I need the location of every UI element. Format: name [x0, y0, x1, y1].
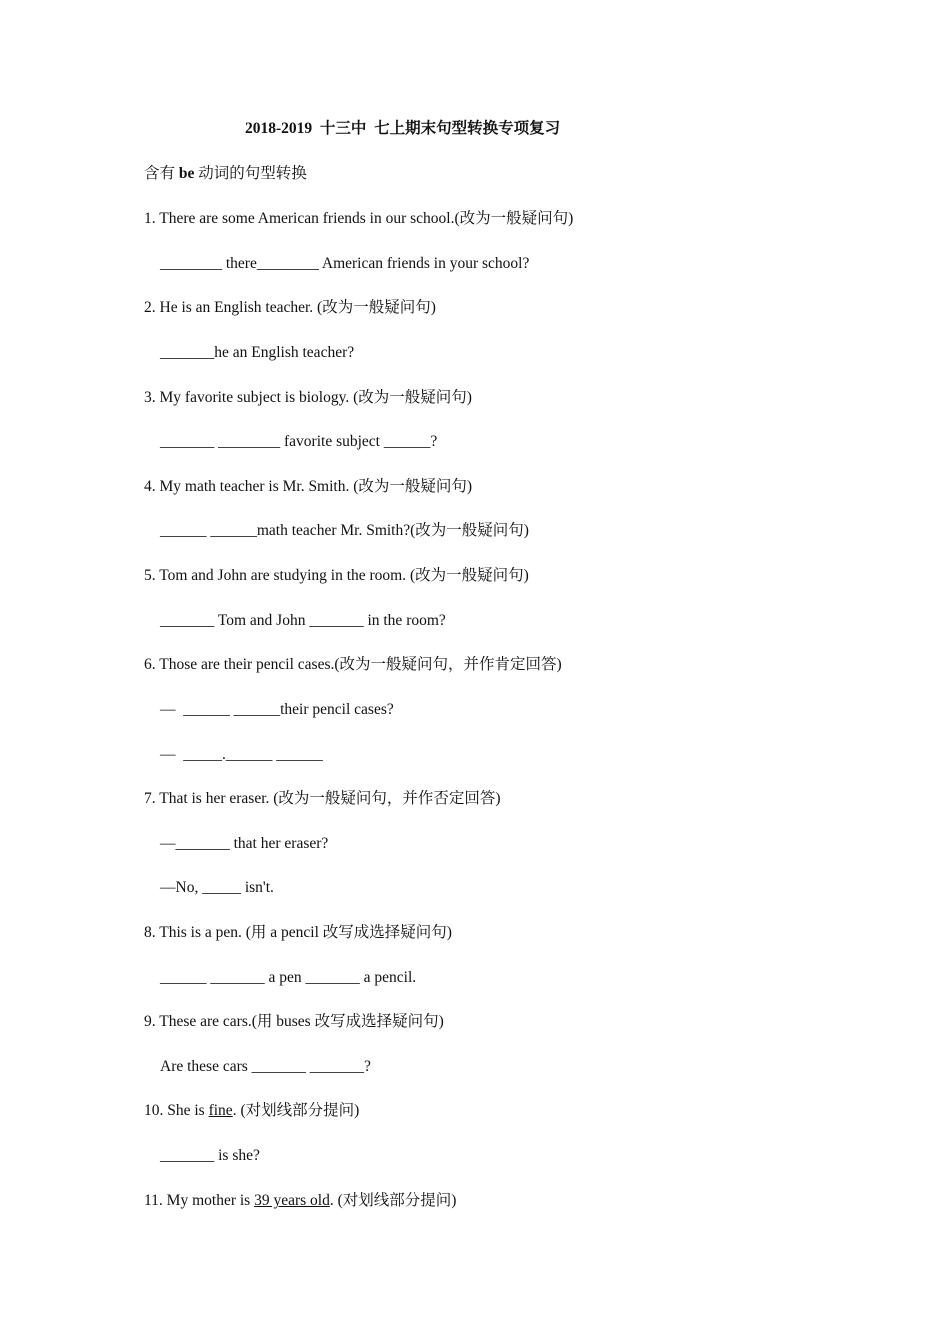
question-10-underlined: fine — [208, 1102, 233, 1119]
question-6: 6. Those are their pencil cases.(改为一般疑问句，并作肯定回答) — [144, 656, 562, 673]
question-10-pre: 10. She is — [144, 1102, 209, 1119]
question-11 — [144, 1191, 456, 1211]
question-11-underlined: 39 years old — [254, 1192, 330, 1209]
question-7: 7. That is her eraser. (改为一般疑问句，并作否定回答) — [144, 790, 501, 807]
answer-2: _______he an English teacher? — [160, 344, 355, 361]
section-heading-bold: be — [178, 165, 195, 182]
answer-4: ______ ______math teacher Mr. Smith?(改为一般疑问句) — [160, 522, 529, 539]
section-heading-prefix: 含有 — [144, 165, 179, 182]
section-heading — [144, 164, 307, 184]
answer-7a: —_______ that her eraser? — [160, 835, 329, 852]
answer-3: _______ ________ favorite subject ______? — [160, 433, 438, 450]
question-11-post: . (对划线部分提问) — [329, 1192, 457, 1209]
answer-6a: — ______ ______their pencil cases? — [160, 701, 394, 718]
question-8: 8. This is a pen. (用 a pencil 改写成选择疑问句) — [144, 924, 452, 941]
answer-9: Are these cars _______ _______? — [160, 1058, 371, 1075]
question-4: 4. My math teacher is Mr. Smith. (改为一般疑问句) — [144, 478, 473, 495]
question-2: 2. He is an English teacher. (改为一般疑问句) — [144, 299, 436, 316]
question-10-post: . (对划线部分提问) — [232, 1102, 360, 1119]
question-5: 5. Tom and John are studying in the room. (改为一般疑问句) — [144, 567, 529, 584]
answer-1: ________ there________ American friends in your school? — [160, 255, 530, 272]
question-9: 9. These are cars.(用 buses 改写成选择疑问句) — [144, 1013, 444, 1030]
question-3: 3. My favorite subject is biology. (改为一般疑问句) — [144, 389, 472, 406]
question-1: 1. There are some American friends in our school.(改为一般疑问句) — [144, 210, 574, 227]
answer-10: _______ is she? — [160, 1147, 260, 1164]
question-11-pre: 11. My mother is — [144, 1192, 255, 1209]
answer-5: _______ Tom and John _______ in the room? — [160, 612, 446, 629]
answer-8: ______ _______ a pen _______ a pencil. — [160, 969, 417, 986]
answer-7b: —No, _____ isn't. — [160, 879, 274, 896]
answer-6b: — _____.______ ______ — [160, 746, 323, 763]
document-title: 2018-2019 十三中 七上期末句型转换专项复习 — [245, 120, 561, 137]
section-heading-suffix: 动词的句型转换 — [194, 165, 307, 182]
question-10 — [144, 1101, 359, 1121]
